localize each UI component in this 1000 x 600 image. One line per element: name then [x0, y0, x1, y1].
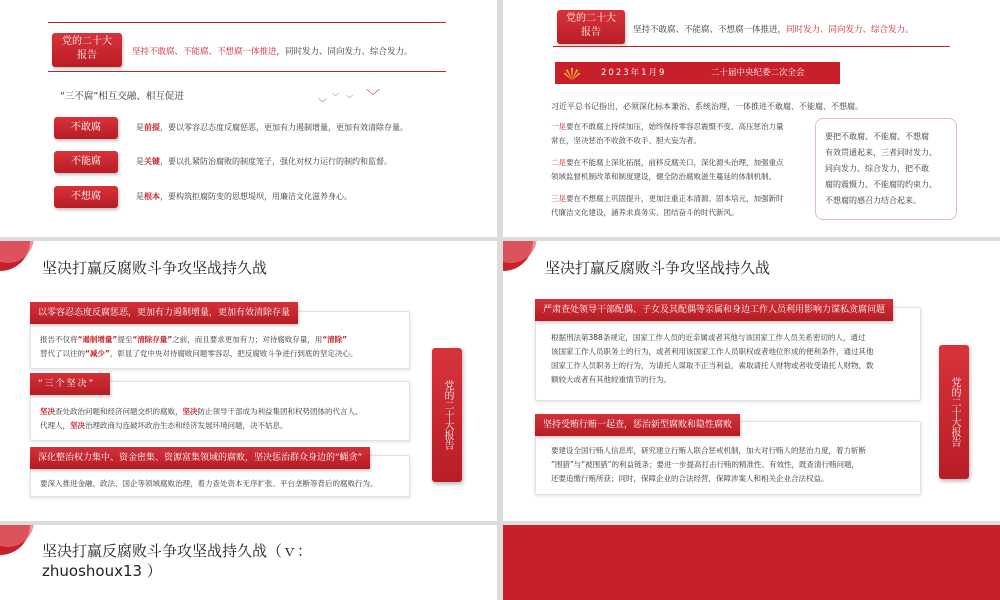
paragraph-1 [551, 331, 874, 387]
subtitle: “三不腐”相互交融、相互促进 [60, 91, 184, 102]
callout-line: 腐的震慑力、不能腐的约束力、 [825, 180, 937, 189]
para-line: 根据刑法第388条规定，国家工作人员的近亲属或者其他与该国家工作人员关系密切的人，通过 [551, 333, 866, 342]
text-run: “减少” [85, 349, 110, 358]
text-run: 防止领导干部成为利益集团和权势团体的代言人、 [197, 407, 363, 416]
text-run: “遏制增量” [77, 335, 118, 344]
button-label: 不敢腐 [71, 122, 101, 133]
button-label: 不想腐 [71, 191, 101, 202]
report-tab: 党的二十大报告 [939, 345, 969, 479]
text-run: 坚决 [40, 407, 55, 416]
row-post: ，要以扎紧防治腐败的制度笼子，强化对权力运行的制约和监督。 [160, 157, 392, 166]
text-run: 坚决 [70, 421, 85, 430]
slide-thumbnail-1[interactable] [0, 0, 497, 237]
row-pre: 是 [136, 123, 144, 132]
row-text [136, 121, 408, 134]
slide-title: 坚决打赢反腐败斗争攻坚战持久战 [545, 259, 771, 277]
title-line: zhuoshoux13 ） [42, 562, 162, 580]
slide-title [42, 541, 312, 581]
point-key: 一是 [551, 122, 566, 131]
callout-line: 不想腐的感召力结合起来。 [825, 196, 921, 205]
paragraph-2 [40, 405, 363, 433]
section-band: 坚持受贿行贿一起查，惩治新型腐败和隐性腐败 [535, 414, 740, 436]
section-band: 严肃查处领导干部配偶、子女及其配偶等亲属和身边工作人员利用影响力谋私贪腐问题 [535, 299, 893, 321]
point-two [551, 156, 784, 184]
para-line: 还要追缴行贿所获；同时，保障企业的合法经营，保障涉案人和相关企业合法权益。 [551, 474, 829, 483]
corner-decoration [0, 525, 34, 547]
text-run: “清除存量” [132, 335, 173, 344]
point-key: 三是 [551, 194, 566, 203]
para-line: 额较大或者有其他较重情节的行为。 [551, 375, 671, 384]
corner-decoration [0, 241, 34, 263]
text-run: “清除” [322, 335, 348, 344]
section-band-small: “三个坚决” [30, 373, 110, 395]
point-line: 要在不想腐上巩固提升，更加注重正本清源、固本培元，加强新时 [566, 194, 784, 203]
lead-sentence [132, 46, 413, 59]
text-run: 提至 [117, 335, 133, 344]
callout-line: 同向发力、综合发力，把不敢 [825, 164, 929, 173]
intro-text: 习近平总书记指出，必须深化标本兼治、系统治理，一体推进不敢腐、不能腐、不想腐。 [551, 102, 863, 111]
row-pre: 是 [136, 192, 144, 201]
slide-thumbnail-3[interactable] [0, 241, 497, 521]
slide-thumbnail-5[interactable] [0, 525, 497, 600]
callout-box [815, 118, 957, 220]
report-tab: 党的二十大报告 [432, 348, 462, 482]
divider [48, 71, 446, 72]
slide-thumbnail-2[interactable] [503, 0, 1000, 237]
row-key: 根本 [144, 192, 160, 201]
divider [553, 46, 950, 47]
button-label: 不能腐 [71, 156, 101, 167]
lead-red: 同时发力、同向发力、综合发力。 [786, 25, 914, 35]
divider [48, 22, 446, 23]
callout-text [825, 129, 937, 209]
row-key: 前提 [144, 123, 160, 132]
point-line: 常在，坚决惩治不收敛不收手、胆大妄为者。 [551, 136, 701, 145]
row-text [136, 155, 392, 168]
banner-event: 二十届中央纪委二次全会 [711, 68, 805, 78]
point-line: 领域监督机制改革和制度建设，健全防治腐败滋生蔓延的体制机制。 [551, 172, 776, 181]
point-line: 代廉洁文化建设，涵养求真务实、团结奋斗的时代新风。 [551, 208, 739, 217]
bird-icon: ﹀ [346, 95, 353, 103]
point-one [551, 120, 784, 148]
text-run: ，彰显了党中央对待腐败问题零容忍、把反腐败斗争进行到底的坚定决心。 [109, 349, 358, 358]
text-run: 治理政商勾连破坏政治生态和经济发展环境问题，决不姑息。 [85, 421, 288, 430]
section-band: 以零容忍态度反腐惩恶，更加有力遏制增量，更加有效清除存量 [30, 302, 298, 324]
callout-line: 有效贯通起来，三者同时发力、 [825, 148, 937, 157]
bird-icon: ﹀ [332, 93, 339, 101]
button-buganfu [54, 117, 118, 139]
para-line: “围猎”与“被围猎”的利益链条；要进一步提高打击行贿的精准性、有效性，既查清行贿问题， [551, 460, 860, 469]
slide-thumbnail-4[interactable] [503, 241, 1000, 521]
button-buxiangfu [54, 186, 118, 208]
title-line: 坚决打赢反腐败斗争攻坚战持久战（ｖ： [42, 542, 313, 560]
bird-icon: ﹀ [318, 99, 328, 109]
badge-label: 党的二十大 报告 [62, 36, 112, 61]
text-run: 之前，而且要求更加有力；对待腐败存量，用 [172, 335, 323, 344]
point-line: 要在不能腐上深化拓展，前移反腐关口，深化源头治理，加强重点 [566, 158, 784, 167]
point-key: 二是 [551, 158, 566, 167]
callout-line: 要把不敢腐、不能腐、不想腐 [825, 132, 929, 141]
corner-decoration [503, 241, 537, 263]
text-run: 坚决 [182, 407, 198, 416]
text-run: 替代了以往的 [40, 349, 85, 358]
date-banner [555, 62, 840, 84]
text-run: 报告不仅将 [40, 335, 78, 344]
slide-thumbnail-6[interactable] [503, 525, 1000, 600]
lead-red: 坚持不敢腐、不能腐、不想腐一体推进 [132, 47, 277, 57]
button-bunengfu [54, 151, 118, 173]
lead-pre: 坚持不敢腐、不能腐、不想腐一体推进， [633, 25, 787, 35]
para-line: 该国家工作人员职务上的行为，或者利用该国家工作人员职权或者地位形成的便利条件，通过其他 [551, 347, 874, 356]
text-run: 代理人， [40, 421, 70, 430]
lead-rest: ，同时发力、同向发力、综合发力。 [276, 47, 413, 57]
banner-date: 2023年1月9 [601, 68, 667, 78]
point-three [551, 192, 784, 220]
paragraph-2 [551, 444, 866, 486]
row-post: ，要构筑拒腐防变的思想堤坝，用廉洁文化滋养身心。 [160, 192, 352, 201]
row-pre: 是 [136, 157, 144, 166]
row-text [136, 190, 352, 203]
slide-title: 坚决打赢反腐败斗争攻坚战持久战 [42, 259, 268, 277]
row-post: ，要以零容忍态度反腐惩恶，更加有力遏制增量，更加有效清除存量。 [160, 123, 408, 132]
row-key: 关键 [144, 157, 160, 166]
paragraph-1 [40, 333, 357, 361]
badge-label: 党的二十大 报告 [566, 13, 616, 38]
report-badge [557, 10, 625, 44]
para-line: 国家工作人员职务上的行为，为请托人谋取不正当利益，索取请托人财物或者收受请托人财物，数 [551, 361, 874, 370]
lead-sentence [633, 24, 914, 37]
para-line: 要建设全国行贿人信息库，研究建立行贿人联合惩戒机制，加大对行贿人的惩治力度，着力斩断 [551, 446, 866, 455]
paragraph-3: 要深入推进金融、政法、国企等领域腐败治理，着力查处资本无序扩张、平台垄断等背后的腐败行为。 [40, 479, 378, 488]
section-band: 深化整治权力集中、资金密集、资源富集领域的腐败，坚决惩治群众身边的“蝇贪” [30, 447, 370, 469]
text-run: 查处政治问题和经济问题交织的腐败， [55, 407, 183, 416]
sunburst-icon [563, 64, 581, 82]
bird-icon: ﹀ [366, 89, 380, 105]
point-line: 要在不敢腐上持续加压，始终保持零容忍震慑不变、高压惩治力量 [566, 122, 784, 131]
report-badge [52, 33, 122, 67]
